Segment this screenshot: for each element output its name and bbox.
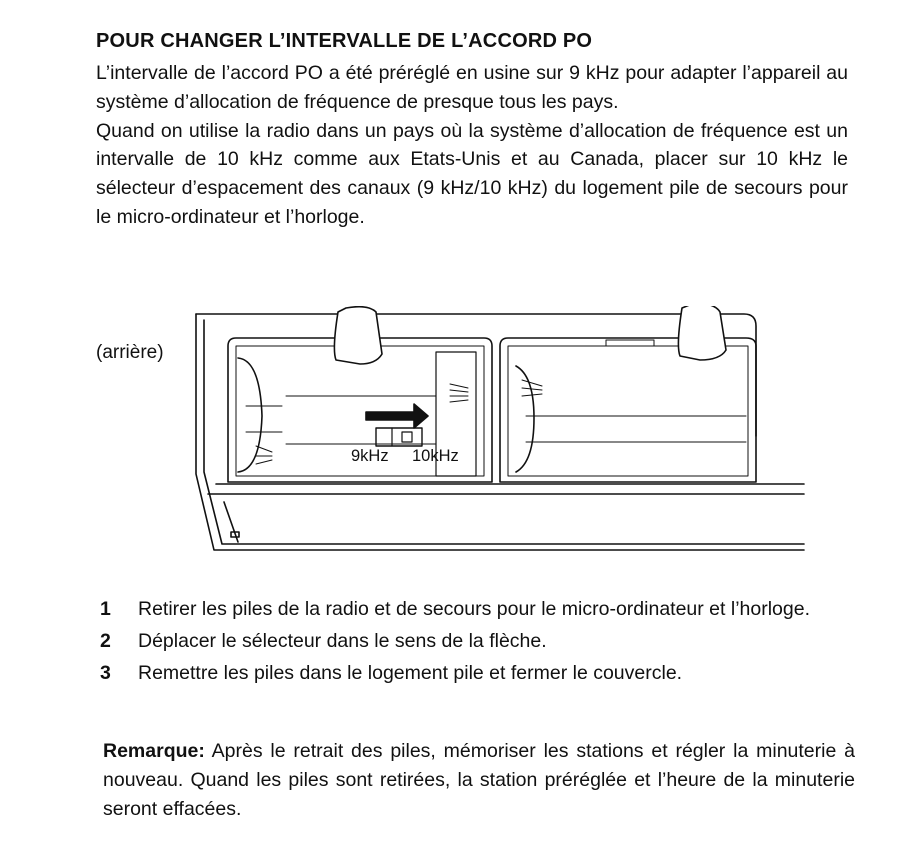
step-text: Déplacer le sélecteur dans le sens de la flèche. — [138, 630, 547, 652]
step-text: Remettre les piles dans le logement pile et fermer le couvercle. — [138, 662, 683, 684]
remark-note — [103, 737, 855, 824]
step-item — [100, 595, 860, 624]
intro-paragraph-2: Quand on utilise la radio dans un pays où la système d’allocation de fréquence est un intervalle de 10 kHz comme aux Etats-Unis et au Canada, placer sur 10 kHz le sélecteur d’espacement des canaux (9 kHz/10 kHz) du logement pile de secours pour le micro-ordinateur et l’horloge. — [96, 119, 848, 228]
battery-compartment-figure — [96, 306, 806, 558]
battery-compartment-drawing — [96, 306, 806, 558]
intro-paragraph-1: L’intervalle de l’accord PO a été préréglé en usine sur 9 kHz pour adapter l’appareil au système d’allocation de fréquence de presque tous les pays. — [96, 62, 848, 113]
switch-label-10khz: 10kHz — [412, 447, 459, 465]
switch-label-9khz: 9kHz — [351, 447, 389, 465]
step-item — [100, 627, 860, 656]
intro-text — [96, 59, 848, 232]
step-number: 3 — [100, 662, 111, 684]
rear-view-label: (arrière) — [96, 342, 164, 363]
remark-text: Après le retrait des piles, mémoriser les stations et régler la minuterie à nouveau. Quand les piles sont retirées, la station préréglée et l’heure de la minuterie seront effacées. — [103, 740, 855, 820]
remark-label: Remarque: — [103, 740, 205, 762]
step-text: Retirer les piles de la radio et de secours pour le micro-ordinateur et l’horloge. — [138, 598, 810, 620]
step-number: 1 — [100, 598, 111, 620]
steps-list — [100, 595, 860, 688]
step-item — [100, 659, 860, 688]
section-heading: POUR CHANGER L’INTERVALLE DE L’ACCORD PO — [96, 30, 593, 52]
step-number: 2 — [100, 630, 111, 652]
